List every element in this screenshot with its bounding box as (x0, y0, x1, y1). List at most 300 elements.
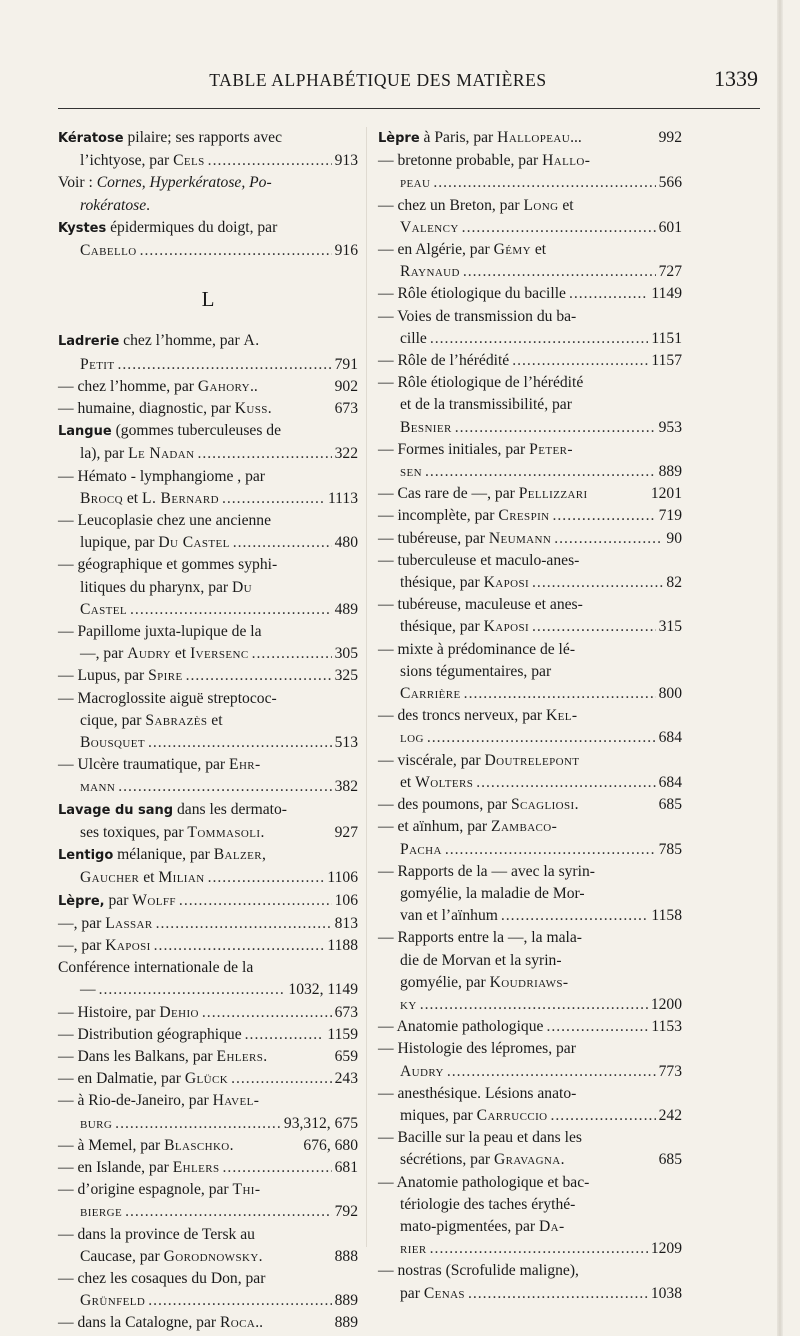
entry-text (80, 195, 358, 217)
entry-phrase: — Macroglossite aiguë streptococ- (58, 689, 277, 707)
index-entry (378, 905, 682, 927)
entry-text (378, 306, 682, 328)
index-entry (58, 621, 358, 643)
entry-text (400, 1238, 427, 1260)
entry-phrase: — en Dalmatie, par (58, 1070, 185, 1088)
entry-page: 888 (334, 1247, 358, 1265)
entry-phrase: épidermiques du doigt, par (106, 218, 278, 236)
entry-text (378, 639, 682, 661)
entry-author: Castel (80, 600, 128, 618)
entry-headword: Lèpre, (58, 893, 105, 909)
entry-phrase: gomyélie, la maladie de Mor- (400, 884, 585, 902)
entry-author: Hallopeau (497, 129, 571, 146)
entry-phrase: — Rôle de l’hérédité (378, 352, 510, 370)
entry-page: 1153 (651, 1018, 682, 1036)
dot-leader (118, 354, 332, 376)
entry-page: 785 (658, 840, 682, 858)
index-entry (378, 639, 682, 661)
index-entry (378, 594, 682, 616)
entry-text (400, 217, 459, 239)
entry-author: Kaposi (483, 618, 530, 636)
entry-page: 673 (334, 400, 358, 418)
entry-phrase: par (104, 891, 133, 909)
entry-headword: Lavage du sang (58, 802, 174, 818)
entry-phrase: à Paris, par (419, 129, 498, 146)
entry-page: 685 (658, 1151, 682, 1169)
entry-text (378, 239, 682, 261)
entry-author: Gravagna (493, 1151, 561, 1169)
entry-text (400, 616, 529, 638)
index-entry (58, 1113, 358, 1135)
dot-leader (208, 867, 325, 889)
index-entry (58, 754, 358, 776)
index-entry (378, 1238, 682, 1260)
index-entry (58, 532, 358, 554)
dot-leader (551, 1105, 656, 1127)
entry-phrase: — et aïnhum, par (378, 818, 492, 836)
entry-text (58, 1224, 358, 1246)
entry-text (378, 1127, 682, 1149)
entry-page: 681 (334, 1158, 358, 1176)
entry-page: 813 (334, 914, 358, 932)
index-entry (378, 1127, 682, 1149)
index-entry (58, 935, 358, 957)
entry-phrase: — Lupus, par (58, 667, 149, 685)
dot-leader (512, 350, 648, 372)
entry-page: 902 (334, 377, 358, 395)
dot-leader (532, 616, 656, 638)
entry-author: Sabrazès (145, 711, 208, 729)
entry-author: Gorodnowsky (163, 1247, 259, 1265)
entry-page: 685 (658, 796, 682, 814)
entry-text (58, 398, 272, 420)
dot-leader (569, 283, 648, 305)
index-entry (58, 643, 358, 665)
index-entry (378, 195, 682, 217)
index-entry (58, 577, 358, 599)
index-entry (58, 466, 358, 488)
entry-text (58, 466, 358, 488)
index-entry (58, 1068, 358, 1090)
index-entry (58, 957, 358, 979)
entry-text (378, 1260, 682, 1282)
entry-text (378, 550, 682, 572)
entry-phrase: cique, par (80, 711, 146, 729)
entry-page: 889 (658, 463, 682, 481)
entry-phrase: — tubéreuse, maculeuse et anes- (378, 596, 583, 614)
entry-page: 1032, 1149 (288, 981, 358, 999)
entry-author: Valency (400, 218, 459, 236)
entry-text (400, 905, 498, 927)
index-entry (378, 705, 682, 727)
entry-text (80, 1113, 112, 1135)
entry-phrase: cille (400, 329, 427, 347)
entry-page: 513 (334, 734, 358, 752)
entry-author: Du Castel (158, 534, 230, 552)
entry-text (400, 261, 460, 283)
index-column-left (58, 127, 358, 1335)
index-entry (58, 510, 358, 532)
column-divider (366, 127, 367, 1247)
entry-italic: rokératose (80, 196, 147, 214)
entry-text (378, 705, 682, 727)
index-entry (58, 376, 358, 398)
index-entry (58, 420, 358, 443)
entry-phrase: l’ichtyose, par (80, 152, 174, 170)
entry-phrase: — bretonne probable, par (378, 152, 543, 170)
entry-page: 601 (658, 218, 682, 236)
index-entry (378, 1260, 682, 1282)
entry-author: burg (80, 1114, 113, 1132)
entry-text (378, 816, 682, 838)
entry-text (378, 594, 682, 616)
dot-leader (231, 1068, 332, 1090)
dot-leader (455, 417, 656, 439)
entry-page: 90 (666, 529, 682, 547)
entries-l (58, 330, 358, 1334)
entry-author: Scagliosi (510, 796, 575, 814)
entry-phrase: — incomplète, par (378, 507, 499, 525)
entry-text (80, 867, 205, 889)
entry-text (80, 732, 145, 754)
index-entry (58, 688, 358, 710)
index-entry (378, 683, 682, 705)
dot-leader (115, 1113, 281, 1135)
entry-phrase: — anesthésique. Lésions anato- (378, 1084, 577, 1102)
entry-text (80, 488, 219, 510)
entry-headword: Lèpre (378, 131, 420, 146)
entry-headword: Kératose (58, 131, 124, 146)
entry-author: Ehlers (172, 1158, 220, 1176)
entry-author: Kaposi (105, 936, 151, 954)
entry-text (400, 661, 682, 683)
entry-author: Gahory (197, 377, 251, 395)
entry-phrase: sions tégumentaires, par (400, 662, 552, 680)
entry-text (58, 913, 153, 935)
entry-author: Audry (400, 1062, 444, 1080)
entry-text (378, 1083, 682, 1105)
index-entry (58, 1268, 358, 1290)
entry-author: Pellizzari (518, 485, 588, 503)
dot-leader (554, 528, 663, 550)
dot-leader (553, 505, 656, 527)
entry-phrase: —, par (58, 914, 106, 932)
entry-author: Neumann (488, 529, 552, 547)
entry-page: 1157 (651, 352, 682, 370)
entry-text (400, 1061, 444, 1083)
dot-leader (140, 240, 332, 262)
entry-page: 1113 (327, 489, 358, 507)
entry-phrase-2: . (560, 1151, 565, 1169)
entry-page: 791 (334, 355, 358, 373)
index-entry (378, 1216, 682, 1238)
entry-text (80, 577, 358, 599)
entry-page: 489 (334, 600, 358, 618)
dot-leader (447, 1061, 656, 1083)
entry-text (378, 1038, 682, 1060)
entry-phrase: — (80, 981, 96, 999)
entry-page: 659 (334, 1047, 358, 1065)
entry-phrase: van et l’aïnhum (400, 907, 498, 925)
entry-phrase: — des poumons, par (378, 796, 511, 814)
entry-text (58, 420, 281, 443)
entry-page: 322 (334, 445, 358, 463)
index-entry (378, 483, 682, 505)
entry-phrase: — Anatomie pathologique et bac- (378, 1173, 590, 1191)
entry-author: Besnier (400, 418, 452, 436)
entry-text (58, 890, 176, 913)
entry-phrase-2: . (574, 796, 579, 814)
entry-phrase: — Hémato - lymphangiome , par (58, 467, 265, 485)
index-entry (378, 172, 682, 194)
entry-author: log (400, 729, 424, 747)
entry-headword: Kystes (58, 220, 107, 236)
index-entry (378, 328, 682, 350)
entry-author: Hallo- (542, 152, 591, 170)
entry-phrase-2: et (530, 241, 547, 259)
entry-text (400, 1283, 465, 1305)
entry-text (58, 844, 358, 867)
index-entry (378, 1283, 682, 1305)
entry-page: 566 (658, 174, 682, 192)
entry-author: Havel- (212, 1092, 260, 1110)
entry-page: 727 (658, 263, 682, 281)
entry-author: Koudriaws- (489, 973, 569, 991)
entry-phrase: chez l’homme, par (119, 332, 244, 350)
entry-text (58, 1046, 267, 1068)
entry-phrase-2: .. (250, 377, 258, 395)
entry-phrase: — humaine, diagnostic, par (58, 400, 235, 418)
index-entry (378, 661, 682, 683)
entry-author: Blaschko (164, 1136, 230, 1154)
entry-phrase: — géographique et gommes syphi- (58, 556, 278, 574)
index-entry (378, 461, 682, 483)
index-entry (58, 354, 358, 376)
index-entry (378, 727, 682, 749)
index-entry (58, 822, 358, 844)
entry-text (378, 483, 588, 505)
index-entry (58, 195, 358, 217)
entry-phrase: litiques du pharynx, par (80, 578, 233, 596)
dot-leader (179, 890, 332, 912)
entry-phrase-2: et (122, 489, 143, 507)
entry-author: Peter- (529, 440, 573, 458)
entry-text (400, 1149, 565, 1171)
entry-text (400, 772, 473, 794)
entry-page: 242 (658, 1106, 682, 1124)
entry-phrase-2: . (260, 823, 265, 841)
index-entry (58, 979, 358, 1001)
index-entry (378, 150, 682, 172)
entry-phrase-2: ... (570, 129, 582, 146)
entry-text (58, 1312, 263, 1334)
entry-author: Cels (173, 152, 205, 170)
index-entry (58, 867, 358, 889)
entry-text (400, 727, 424, 749)
entry-author: Grünfeld (80, 1292, 146, 1310)
dot-leader (130, 599, 332, 621)
entry-page: 1201 (650, 485, 682, 503)
entry-author: Le Nadan (128, 445, 195, 463)
dot-leader (420, 994, 648, 1016)
entry-author: Gaucher (80, 869, 140, 887)
entry-phrase: — Rapports entre la —, la mala- (378, 929, 582, 947)
entry-page: 992 (658, 129, 682, 146)
index-entry (378, 772, 682, 794)
entry-page: 1158 (651, 907, 682, 925)
index-entry (378, 1061, 682, 1083)
index-entry (58, 665, 358, 687)
index-entry (378, 883, 682, 905)
entry-text (58, 799, 358, 822)
dot-leader (154, 935, 325, 957)
dot-leader (425, 461, 656, 483)
entry-page: 927 (334, 823, 358, 841)
entry-phrase: Conférence internationale de la (58, 959, 254, 977)
entry-page: 1159 (327, 1025, 358, 1043)
entry-author: Brocq (80, 489, 123, 507)
index-entry (58, 398, 358, 420)
index-entry (58, 1046, 358, 1068)
index-entry (378, 394, 682, 416)
entry-text (80, 532, 230, 554)
index-entry (378, 861, 682, 883)
entry-phrase: — tubéreuse, par (378, 529, 489, 547)
entry-author: Pacha (400, 840, 442, 858)
entry-phrase: dans les dermato- (173, 800, 287, 818)
entry-phrase: Voir : (58, 174, 97, 192)
index-entry (378, 1038, 682, 1060)
entry-phrase-2: . (146, 196, 151, 214)
entry-author: Kuss (234, 400, 268, 418)
entry-text (378, 127, 582, 150)
entry-phrase: et de la transmissibilité, par (400, 396, 572, 414)
entry-italic: Cornes, Hyperkératose, Po- (96, 174, 272, 192)
index-entry (378, 972, 682, 994)
entry-author: bierge (80, 1203, 123, 1221)
entry-author: peau (400, 174, 431, 192)
entry-author: rier (400, 1240, 427, 1258)
entry-author: Carrière (400, 685, 461, 703)
entry-text (400, 883, 682, 905)
entry-page: 953 (658, 418, 682, 436)
entry-text (58, 1024, 242, 1046)
entry-author: Long (523, 196, 559, 214)
entry-text (400, 417, 452, 439)
index-entry (58, 1224, 358, 1246)
dot-leader (222, 488, 325, 510)
entry-text (80, 710, 358, 732)
entry-author-2: L. Bernard (142, 489, 219, 507)
entry-phrase-2: et (207, 711, 223, 729)
dot-leader (223, 1157, 332, 1179)
page-header (58, 68, 758, 98)
dot-leader (464, 683, 656, 705)
entry-headword: Lentigo (58, 848, 114, 864)
entry-text (58, 754, 358, 776)
entry-text (80, 643, 249, 665)
index-entry (58, 710, 358, 732)
entry-phrase: — Leucoplasie chez une ancienne (58, 512, 272, 530)
entry-author: Du (232, 578, 253, 596)
entry-phrase: — Dans les Balkans, par (58, 1047, 217, 1065)
entry-page: 1106 (327, 869, 358, 887)
index-entry (58, 127, 358, 150)
index-entry (378, 261, 682, 283)
entry-author: Lassar (105, 914, 153, 932)
entry-text (378, 505, 550, 527)
index-entry (58, 890, 358, 913)
index-entry (378, 1083, 682, 1105)
page-number: 1339 (714, 66, 758, 91)
entry-page: 889 (334, 1292, 358, 1310)
index-entry (58, 799, 358, 822)
entry-phrase: Caucase, par (80, 1247, 164, 1265)
index-entry (58, 150, 358, 172)
index-entry (378, 239, 682, 261)
index-entry (378, 439, 682, 461)
entry-text (58, 172, 358, 194)
dot-leader (252, 643, 332, 665)
index-entry (58, 1024, 358, 1046)
entry-author: Dehio (159, 1003, 199, 1021)
index-entry (378, 927, 682, 949)
entry-phrase: — Papillome juxta-lupique de la (58, 623, 262, 641)
entry-author: Ehlers (216, 1047, 264, 1065)
entry-page: 93,312, 675 (283, 1114, 358, 1132)
index-entry (58, 913, 358, 935)
entries-lepre (378, 127, 682, 1305)
entry-text (80, 150, 205, 172)
entry-text (378, 861, 682, 883)
index-entry (58, 1290, 358, 1312)
dot-leader (245, 1024, 325, 1046)
entry-phrase: gomyélie, par (400, 973, 490, 991)
dot-leader (118, 776, 331, 798)
entry-author: Bousquet (80, 734, 145, 752)
index-entry (378, 417, 682, 439)
index-entry (378, 350, 682, 372)
entry-author: mann (80, 778, 116, 796)
entry-author: Gémy (493, 241, 531, 259)
entry-phrase: — mixte à prédominance de lé- (378, 640, 576, 658)
dot-leader (430, 1238, 648, 1260)
entry-phrase: —, par (58, 936, 106, 954)
entry-phrase-2: et (558, 196, 574, 214)
entry-page: 889 (334, 1314, 358, 1332)
entry-author: Cabello (80, 242, 137, 260)
entry-text (58, 510, 358, 532)
dot-leader (233, 532, 332, 554)
entry-phrase: — chez un Breton, par (378, 196, 524, 214)
entry-text (400, 1216, 682, 1238)
dot-leader (476, 772, 655, 794)
entry-text (58, 1090, 358, 1112)
entry-page: 1188 (327, 936, 358, 954)
entry-text (58, 1179, 358, 1201)
entry-text (378, 1172, 682, 1194)
entry-page: 480 (334, 534, 358, 552)
entry-author-2: Milian (158, 869, 205, 887)
entry-author: Carruccio (476, 1106, 548, 1124)
entry-author: Tommasoli (187, 823, 261, 841)
entry-page: 1149 (651, 285, 682, 303)
entry-text (80, 1201, 122, 1223)
running-title: TABLE ALPHABÉTIQUE DES MATIÈRES (209, 70, 547, 90)
entry-text (58, 665, 183, 687)
entry-text (378, 750, 682, 772)
entry-page: 800 (658, 685, 682, 703)
